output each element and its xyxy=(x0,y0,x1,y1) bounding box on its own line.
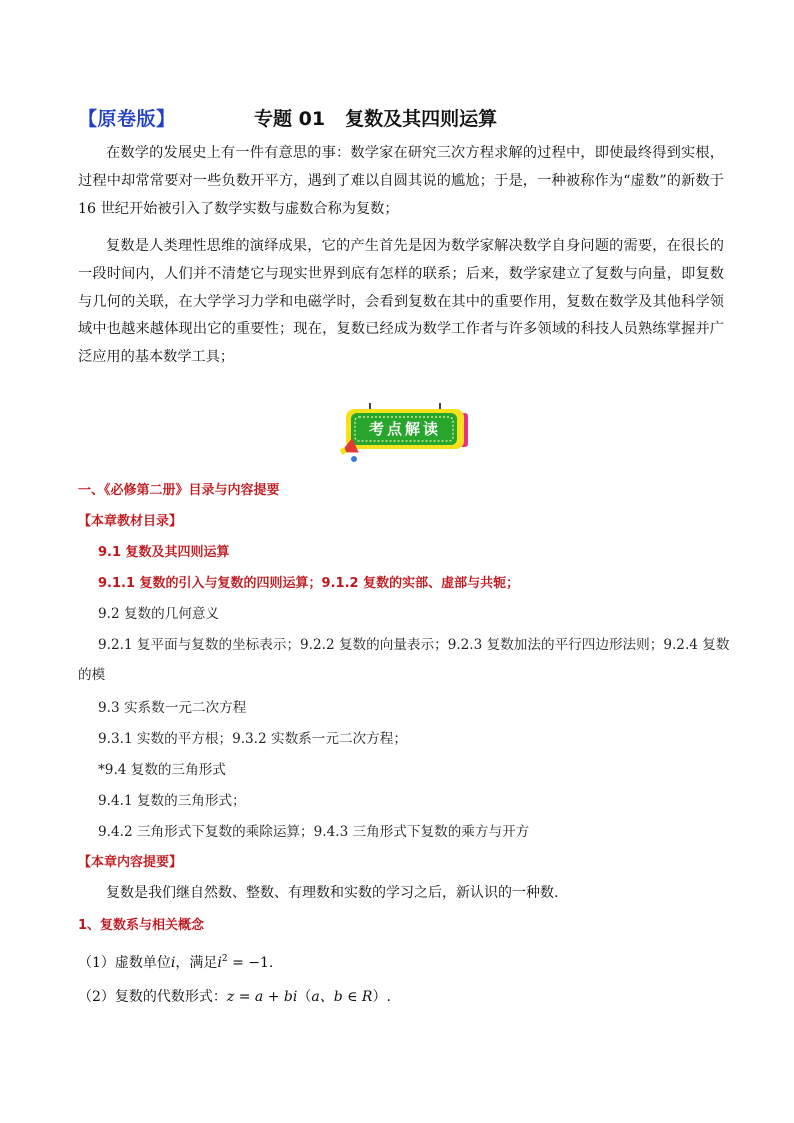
badge-label: 考点解读 xyxy=(368,420,441,438)
section-heading-2: 1、复数系与相关概念 xyxy=(78,918,205,933)
algebraic-form-formula: z = a + bi xyxy=(226,989,298,1005)
concept-item-2 xyxy=(78,986,391,1006)
item2-cond-open: （ xyxy=(297,989,312,1005)
document-title xyxy=(254,104,497,131)
toc-item-9-2-sub-cont: 的模 xyxy=(78,667,106,683)
toc-heading: 【本章教材目录】 xyxy=(78,514,183,529)
section-heading-1: 一、《必修第二册》目录与内容提要 xyxy=(78,483,280,498)
item1-equation: = −1. xyxy=(227,955,274,971)
toc-item-9-3-sub: 9.3.1 实数的平方根；9.3.2 实数系一元二次方程； xyxy=(98,731,407,747)
toc-item-9-3: 9.3 实系数一元二次方程 xyxy=(98,700,247,716)
toc-item-9-2-sub: 9.2.1 复平面与复数的坐标表示；9.2.2 复数的向量表示；9.2.3 复数加法的平行四边形法则；9.2.4 复数 xyxy=(98,637,730,653)
toc-item-9-2: 9.2 复数的几何意义 xyxy=(98,606,220,622)
imag-unit-symbol: i xyxy=(170,955,176,971)
item1-mid: ，满足 xyxy=(175,955,218,971)
edition-tag: 【原卷版】 xyxy=(78,108,176,130)
title-number: 专题 01 xyxy=(254,108,326,130)
item1-prefix: （1）虚数单位 xyxy=(78,955,171,971)
item1-base: i xyxy=(217,955,222,971)
toc-item-9-1-sub: 9.1.1 复数的引入与复数的四则运算；9.1.2 复数的实部、虚部与共轭； xyxy=(98,576,520,591)
intro-paragraph-1: 在数学的发展史上有一件有意思的事：数学家在研究三次方程求解的过程中，即使最终得到实根，过程中却常常要对一些负数开平方，遇到了难以自圆其说的尴尬；于是，一种被称作为“虚数”的新数于 16 世纪开始被引入了数学实数与虚数合称为复数； xyxy=(78,145,724,217)
summary-text: 复数是我们继自然数、整数、有理数和实数的学习之后，新认识的一种数. xyxy=(106,885,559,901)
item1-exponent: 2 xyxy=(221,954,228,964)
toc-item-9-4-2: 9.4.2 三角形式下复数的乘除运算；9.4.3 三角形式下复数的乘方与开方 xyxy=(98,824,530,840)
section-badge xyxy=(340,401,470,465)
toc-item-9-1: 9.1 复数及其四则运算 xyxy=(98,545,230,560)
item2-prefix: （2）复数的代数形式： xyxy=(78,989,227,1005)
intro-paragraph-2: 复数是人类理性思维的演绎成果，它的产生首先是因为数学家解决数学自身问题的需要，在很长的一段时间内，人们并不清楚它与现实世界到底有怎样的联系；后来，数学家建立了复数与向量，即复数与几何的关联，在大学学习力学和电磁学时，会看到复数在其中的重要作用，复数在数学及其他科学领域中也越来越体现出它的重要性；现在，复数已经成为数学工作者与许多领域的科技人员熟练掌握并广泛应用的基本数学工具； xyxy=(78,238,724,366)
toc-item-9-4: *9.4 复数的三角形式 xyxy=(98,762,226,778)
item2-condition: a、b ∈ R xyxy=(311,989,373,1005)
toc-item-9-4-1: 9.4.1 复数的三角形式； xyxy=(98,793,246,809)
summary-heading: 【本章内容提要】 xyxy=(78,855,183,870)
concept-item-1 xyxy=(78,952,273,972)
item2-cond-close: ）. xyxy=(372,989,391,1005)
title-text: 复数及其四则运算 xyxy=(345,108,498,130)
